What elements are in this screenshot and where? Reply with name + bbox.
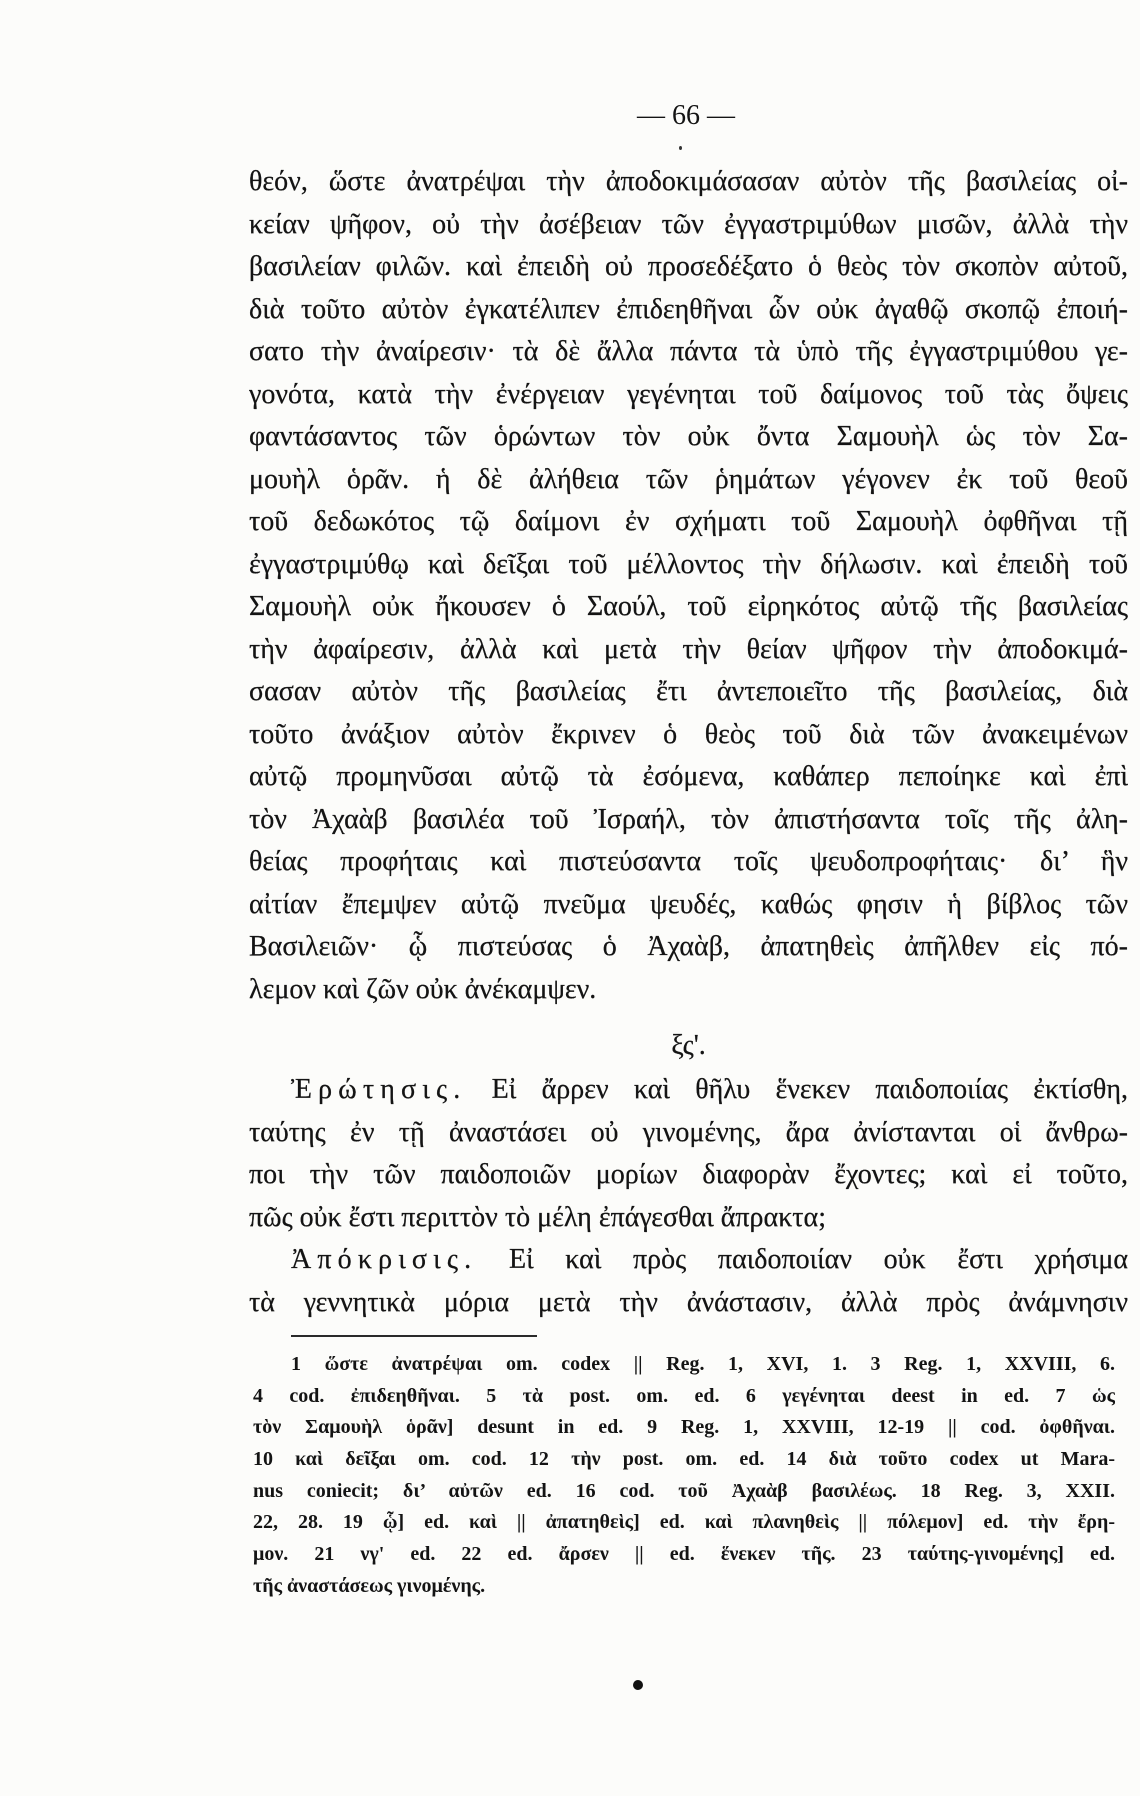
page-number: — 66 — [637, 100, 735, 131]
footnote-rule [291, 1335, 537, 1337]
answer-line [249, 1239, 1128, 1282]
footnotes [253, 1349, 1115, 1603]
footnote-line: 10 καὶ δεῖξαι om. cod. 12 τὴν post. om. ed. 14 διὰ τοῦτο codex ut Mara- [253, 1448, 1115, 1471]
ink-dot [633, 1680, 643, 1690]
question-line [249, 1069, 1128, 1112]
answer-label: Ἀπόκρισις. [291, 1244, 478, 1275]
question-line: ποι τὴν τῶν παιδοποιῶν μορίων διαφορὰν ἔχοντες; καὶ εἰ τοῦτο, [249, 1159, 1128, 1190]
main-text-line: διὰ τοῦτο αὐτὸν ἐγκατέλιπεν ἐπιδεηθῆναι ὧν οὐκ ἀγαθῷ σκοπῷ ἐποιή- [249, 293, 1128, 325]
main-text-line: ἐγγαστριμύθῳ καὶ δεῖξαι τοῦ μέλλοντος τὴν δήλωσιν. καὶ ἐπειδὴ τοῦ [249, 548, 1128, 580]
footnote-line: 22, 28. 19 ᾧ] ed. καὶ || ἀπατηθεὶς] ed. καὶ πλανηθεὶς || πόλεμον] ed. τὴν ἔρη- [253, 1511, 1115, 1534]
question-text: Εἰ ἄρρεν καὶ θῆλυ ἕνεκεν παιδοποιίας ἐκτίσθη, [491, 1074, 1128, 1105]
main-text-line: φαντάσαντος τῶν ὁρώντων τὸν οὐκ ὄντα Σαμουὴλ ὡς τὸν Σα- [249, 421, 1128, 452]
main-text-line: αὐτῷ προμηνῦσαι αὐτῷ τὰ ἐσόμενα, καθάπερ πεποίηκε καὶ ἐπὶ [249, 761, 1128, 792]
main-text-line: σασαν αὐτὸν τῆς βασιλείας ἔτι ἀντεποιεῖτο τῆς βασιλείας, διὰ [249, 676, 1128, 707]
main-text-line: τοῦ δεδωκότος τῷ δαίμονι ἐν σχήματι τοῦ Σαμουὴλ ὀφθῆναι τῇ [249, 506, 1128, 537]
footnote-line: μον. 21 νγ' ed. 22 ed. ἄρσεν || ed. ἕνεκεν τῆς. 23 ταύτης-γινομένης] ed. [253, 1543, 1115, 1566]
question-line: ταύτης ἐν τῇ ἀναστάσει οὐ γινομένης, ἄρα ἀνίστανται οἱ ἄνθρω- [249, 1116, 1128, 1148]
main-text-line: σατο τὴν ἀναίρεσιν· τὰ δὲ ἄλλα πάντα τὰ ὑπὸ τῆς ἐγγαστριμύθου γε- [249, 336, 1128, 367]
main-text-line: τὴν ἀφαίρεσιν, ἀλλὰ καὶ μετὰ τὴν θείαν ψῆφον τὴν ἀποδοκιμά- [249, 633, 1128, 665]
main-text-line: λεμον καὶ ζῶν οὐκ ἀνέκαμψεν. [249, 973, 597, 1005]
main-text-line: βασιλείαν φιλῶν. καὶ ἐπειδὴ οὐ προσεδέξατο ὁ θεὸς τὸν σκοπὸν αὐτοῦ, [249, 251, 1128, 282]
question-answer [249, 1069, 1128, 1324]
footnote-line: nus coniecit; δι’ αὐτῶν ed. 16 cod. τοῦ Ἀχαὰβ βασιλέως. 18 Reg. 3, XXII. [253, 1479, 1115, 1502]
ink-speck [679, 146, 682, 150]
answer-line: τὰ γεννητικὰ μόρια μετὰ τὴν ἀνάστασιν, ἀλλὰ πρὸς ἀνάμνησιν [249, 1286, 1128, 1318]
main-text-line: θεόν, ὥστε ἀνατρέψαι τὴν ἀποδοκιμάσασαν αὐτὸν τῆς βασιλείας οἰ- [249, 166, 1128, 197]
main-text-line: Σαμουὴλ οὐκ ἤκουσεν ὁ Σαούλ, τοῦ εἰρηκότος αὐτῷ τῆς βασιλείας [249, 591, 1128, 622]
main-text-line: τὸν Ἀχαὰβ βασιλέα τοῦ Ἰσραήλ, τὸν ἀπιστήσαντα τοῖς τῆς ἀλη- [249, 803, 1128, 835]
section-number: ξς'. [671, 1030, 706, 1061]
footnote-line: τὸν Σαμουὴλ ὁρᾶν] desunt in ed. 9 Reg. 1, XXVIII, 12-19 || cod. ὀφθῆναι. [253, 1416, 1115, 1439]
main-text-line: τοῦτο ἀνάξιον αὐτὸν ἔκρινεν ὁ θεὸς τοῦ διὰ τῶν ἀνακειμένων [249, 718, 1128, 750]
main-text-line: μουὴλ ὁρᾶν. ἡ δὲ ἀλήθεια τῶν ῥημάτων γέγονεν ἐκ τοῦ θεοῦ [249, 463, 1128, 495]
main-text-line: γονότα, κατὰ τὴν ἐνέργειαν γεγένηται τοῦ δαίμονος τοῦ τὰς ὄψεις [249, 378, 1128, 410]
main-text-line: αἰτίαν ἔπεμψεν αὐτῷ πνεῦμα ψευδές, καθώς φησιν ἡ βίβλος τῶν [249, 888, 1128, 920]
main-text [249, 161, 1128, 1011]
main-text-line: κείαν ψῆφον, οὐ τὴν ἀσέβειαν τῶν ἐγγαστριμύθων μισῶν, ἀλλὰ τὴν [249, 208, 1128, 240]
question-line: πῶς οὐκ ἔστι περιττὸν τὸ μέλη ἐπάγεσθαι ἄπρακτα; [249, 1201, 827, 1233]
footnote-line: τῆς ἀναστάσεως γινομένης. [253, 1574, 486, 1597]
answer-text: Εἰ καὶ πρὸς παιδοποιίαν οὐκ ἔστι χρήσιμα [508, 1244, 1128, 1275]
footnote-line: 1 ὥστε ἀνατρέψαι om. codex || Reg. 1, XVI, 1. 3 Reg. 1, XXVIII, 6. [291, 1353, 1115, 1375]
main-text-line: Βασιλειῶν· ᾧ πιστεύσας ὁ Ἀχαὰβ, ἀπατηθεὶς ἀπῆλθεν εἰς πό- [249, 931, 1128, 962]
main-text-line: θείας προφήταις καὶ πιστεύσαντα τοῖς ψευδοπροφήταις· δι’ ἣν [249, 846, 1128, 877]
footnote-line: 4 cod. ἐπιδεηθῆναι. 5 τὰ post. om. ed. 6 γεγένηται deest in ed. 7 ὡς [253, 1384, 1115, 1407]
question-label: Ἐρώτησις. [291, 1074, 467, 1105]
